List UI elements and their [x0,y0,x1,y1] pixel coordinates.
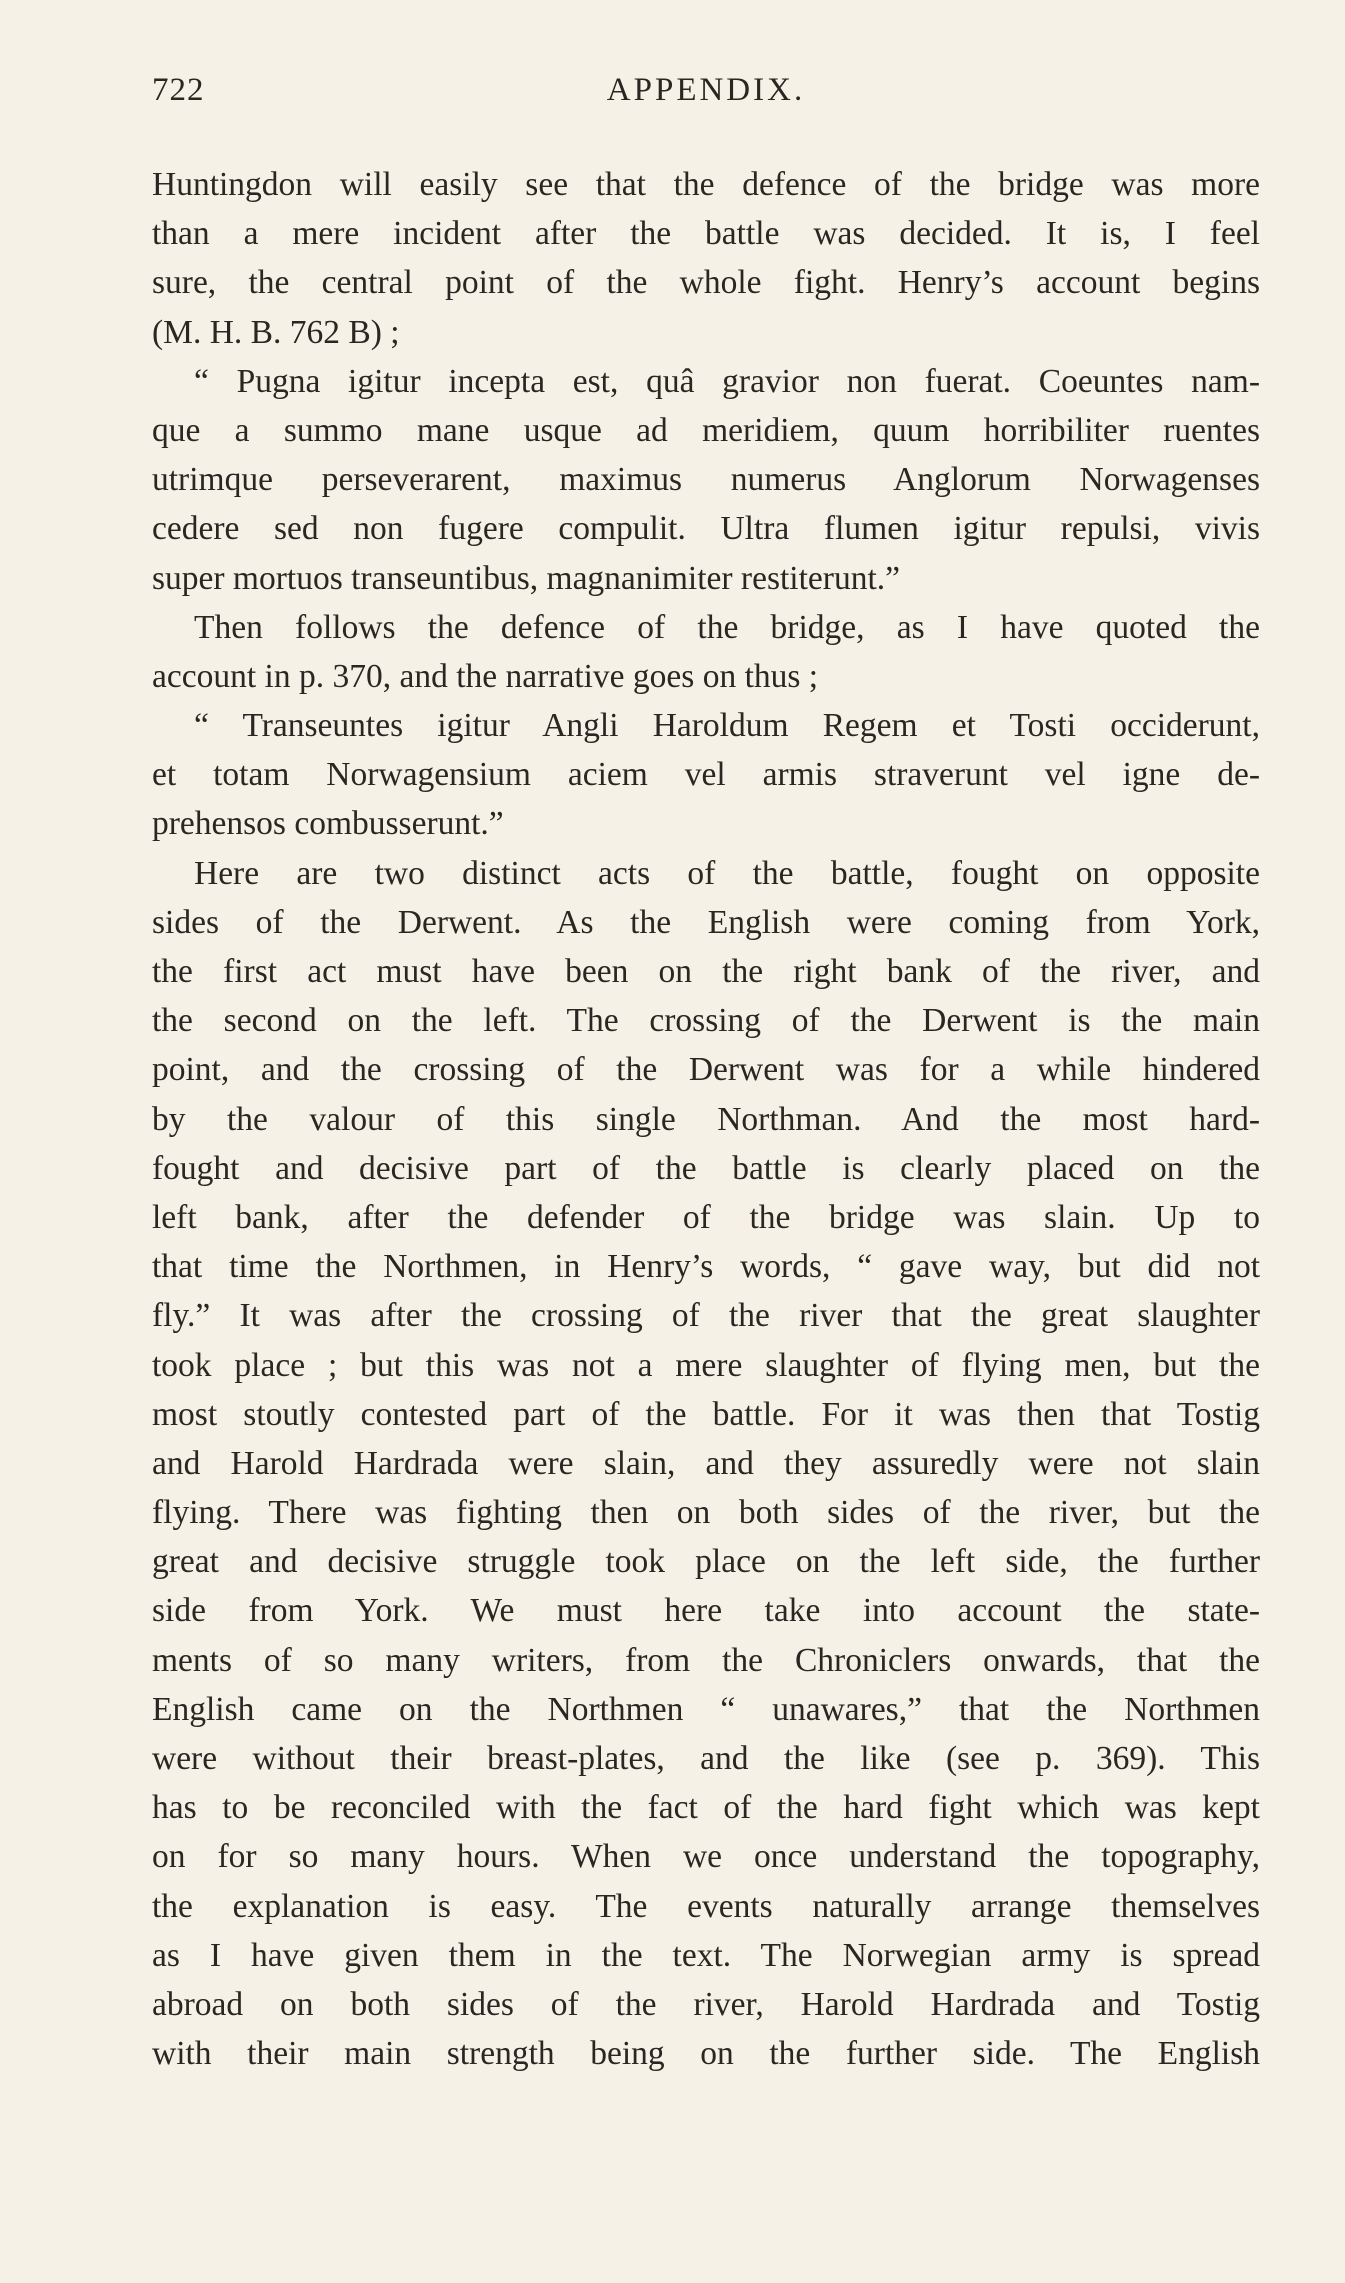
text-line: ments of so many writers, from the Chroniclers onwards, that the [152,1641,1260,1679]
text-line: English came on the Northmen “ unawares,” that the Northmen [152,1690,1260,1728]
text-line: left bank, after the defender of the bridge was slain. Up to [152,1198,1260,1236]
text-line: fly.” It was after the crossing of the river that the great slaughter [152,1297,1260,1335]
text-line: Huntingdon will easily see that the defence of the bridge was more [152,166,1260,203]
text-line: account in p. 370, and the narrative goes on thus ; [152,657,819,695]
text-line: has to be reconciled with the fact of the hard fight which was kept [152,1789,1260,1827]
text-line: as I have given them in the text. The Norwegian army is spread [152,1936,1260,1974]
text-line: and Harold Hardrada were slain, and they assuredly were not slain [152,1444,1260,1482]
page-number: 722 [152,72,205,108]
text-line: “ Pugna igitur incepta est, quâ gravior non fuerat. Coeuntes nam- [194,362,1260,400]
text-line: on for so many hours. When we once understand the topography, [152,1838,1260,1876]
text-line: the explanation is easy. The events naturally arrange themselves [152,1887,1260,1925]
text-line: took place ; but this was not a mere slaughter of flying men, but the [152,1346,1260,1384]
text-line: fought and decisive part of the battle is clearly placed on the [152,1149,1260,1187]
text-line: que a summo mane usque ad meridiem, quum horribiliter ruentes [152,411,1260,449]
text-line: “ Transeuntes igitur Angli Haroldum Regem et Tosti occiderunt, [194,707,1260,745]
text-line: prehensos combusserunt.” [152,805,504,843]
text-line: that time the Northmen, in Henry’s words, “ gave way, but did not [152,1248,1260,1286]
text-line: the second on the left. The crossing of the Derwent is the main [152,1002,1260,1040]
page-header [152,72,1260,122]
text-line: most stoutly contested part of the battle. For it was then that Tostig [152,1395,1260,1433]
text-line: (M. H. B. 762 B) ; [152,313,400,351]
text-line: by the valour of this single Northman. And the most hard- [152,1100,1260,1138]
text-line: sides of the Derwent. As the English were coming from York, [152,903,1260,941]
body-text [152,160,1260,2078]
text-line: the first act must have been on the right bank of the river, and [152,953,1260,990]
text-line: sure, the central point of the whole fight. Henry’s account begins [152,264,1260,302]
text-line: great and decisive struggle took place on the left side, the further [152,1543,1260,1581]
text-line: point, and the crossing of the Derwent was for a while hindered [152,1051,1260,1089]
text-line: super mortuos transeuntibus, magnanimiter restiterunt.” [152,559,900,597]
text-line: cedere sed non fugere compulit. Ultra flumen igitur repulsi, vivis [152,510,1260,548]
text-line: were without their breast-plates, and the like (see p. 369). This [152,1740,1260,1777]
text-line: Then follows the defence of the bridge, as I have quoted the [194,608,1260,646]
text-line: et totam Norwagensium aciem vel armis straverunt vel igne de- [152,756,1260,794]
text-line: flying. There was fighting then on both sides of the river, but the [152,1494,1260,1532]
text-line: utrimque perseverarent, maximus numerus Anglorum Norwagenses [152,461,1260,499]
text-line: than a mere incident after the battle was decided. It is, I feel [152,215,1260,253]
text-line: Here are two distinct acts of the battle, fought on opposite [194,854,1260,892]
text-line: abroad on both sides of the river, Harold Hardrada and Tostig [152,1985,1260,2023]
running-head: APPENDIX. [606,72,806,108]
text-line: with their main strength being on the further side. The English [152,2035,1260,2073]
text-line: side from York. We must here take into account the state- [152,1592,1260,1630]
